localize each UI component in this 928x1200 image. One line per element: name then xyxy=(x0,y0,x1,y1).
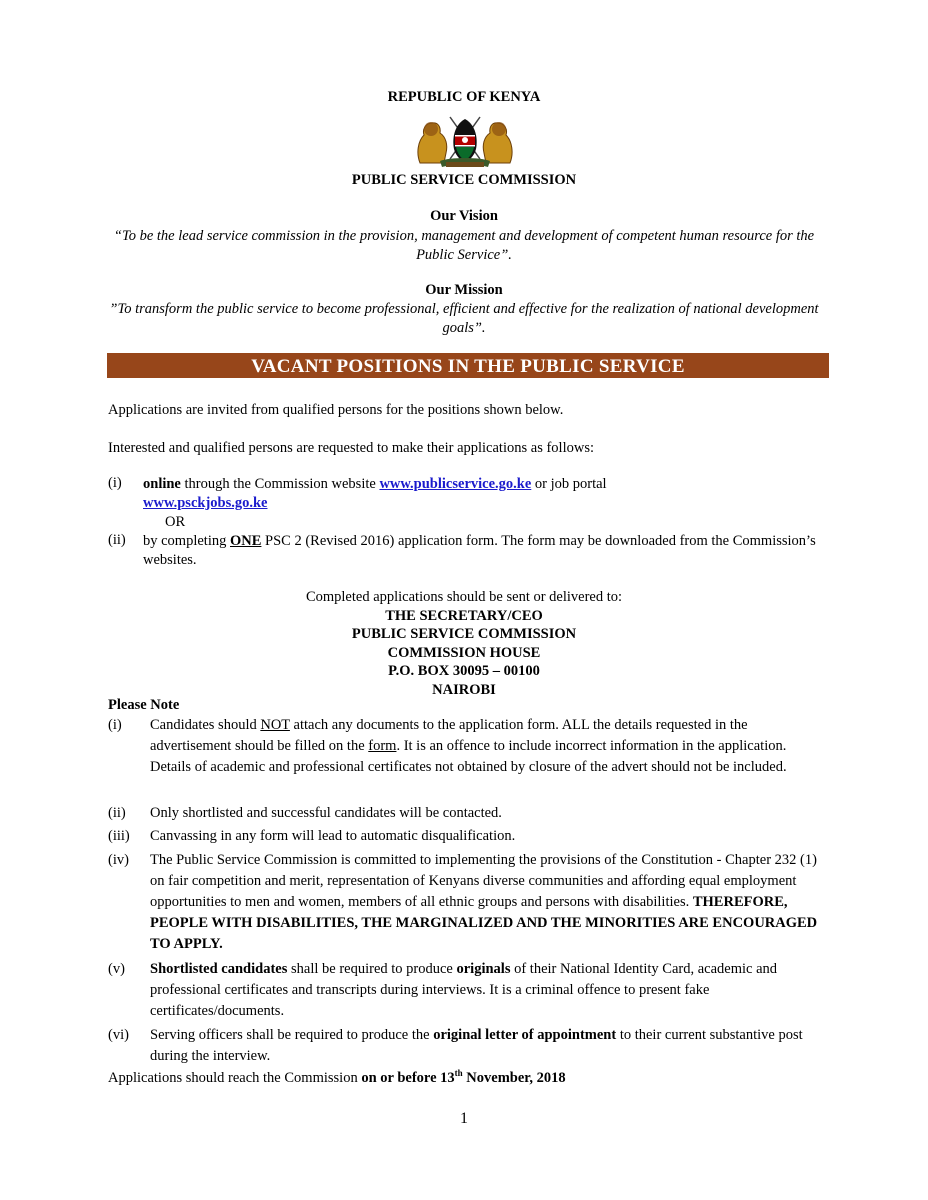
form-emphasis: form xyxy=(368,738,397,754)
address-intro: Completed applications should be sent or delivered to: xyxy=(305,589,623,605)
note-v-text xyxy=(150,959,830,1022)
deadline-date: on or before 13 xyxy=(361,1070,455,1086)
option-i-desc2: or job portal xyxy=(531,476,607,492)
one-label: ONE xyxy=(230,533,262,549)
shortlisted-emphasis: Shortlisted candidates xyxy=(150,961,288,977)
vision-statement: “To be the lead service commission in the provision, management and development of competent human resource for the Public Service”. xyxy=(113,228,815,263)
note-ii-number: (ii) xyxy=(108,805,126,821)
mailing-address xyxy=(0,588,928,700)
note-i-part-b: attach any documents to the application form. ALL the details requested in the advertisement should be filled on the xyxy=(150,717,748,754)
note-iii-number: (iii) xyxy=(108,828,130,844)
note-iv-number: (iv) xyxy=(108,852,129,868)
vision-heading: Our Vision xyxy=(430,208,498,224)
note-ii-text: Only shortlisted and successful candidates will be contacted. xyxy=(150,805,502,821)
originals-emphasis: originals xyxy=(456,961,511,977)
republic-heading: REPUBLIC OF KENYA xyxy=(387,89,541,105)
mission-heading: Our Mission xyxy=(425,282,503,298)
vacant-positions-banner: VACANT POSITIONS IN THE PUBLIC SERVICE xyxy=(107,353,829,378)
note-vi-number: (vi) xyxy=(108,1027,129,1043)
note-v-number: (v) xyxy=(108,961,125,977)
option-i-number: (i) xyxy=(108,475,122,491)
interested-persons-text: Interested and qualified persons are requested to make their applications as follows: xyxy=(108,440,594,456)
not-emphasis: NOT xyxy=(260,717,290,733)
deadline-pre: Applications should reach the Commission xyxy=(108,1070,362,1086)
please-note-heading: Please Note xyxy=(108,697,180,713)
commission-heading: PUBLIC SERVICE COMMISSION xyxy=(351,172,577,188)
note-iv-emphasis: THEREFORE, PEOPLE WITH DISABILITIES, THE MARGINALIZED AND THE MINORITIES ARE ENCOURAGED TO APPLY. xyxy=(150,894,818,952)
or-separator: OR xyxy=(165,514,186,530)
publicservice-website-link[interactable]: www.publicservice.go.ke xyxy=(379,476,532,492)
note-iii-text: Canvassing in any form will lead to automatic disqualification. xyxy=(150,828,516,844)
applications-invited-text: Applications are invited from qualified persons for the positions shown below. xyxy=(108,402,564,418)
page-number: 1 xyxy=(460,1110,468,1127)
note-vi-part-c: to their current substantive post during the interview. xyxy=(150,1027,803,1064)
address-line-4: P.O. BOX 30095 – 00100 xyxy=(388,663,540,680)
option-ii-text xyxy=(143,532,833,570)
appointment-letter-emphasis: original letter of appointment xyxy=(433,1027,617,1043)
note-v-part-c: of their National Identity Card, academic and professional certificates and transcripts during interviews. It is a criminal offence to present fake certificates/documents. xyxy=(150,961,778,1019)
note-iv-text xyxy=(150,850,830,955)
address-line-3: COMMISSION HOUSE xyxy=(387,644,541,661)
option-i-text xyxy=(143,475,833,513)
deadline-sup: th xyxy=(454,1068,463,1079)
option-ii-pre: by completing xyxy=(143,533,230,549)
note-iv-part-a: The Public Service Commission is committed to implementing the provisions of the Constitution - Chapter 232 (1) on fair competition and merit, representation of Kenyans diverse communities and affording equal employment opportunities to men and women, members of all ethnic groups and persons with disabilities. xyxy=(150,852,817,910)
kenya-coat-of-arms-icon xyxy=(410,113,520,169)
option-ii-post: PSC 2 (Revised 2016) application form. The form may be downloaded from the Commission’s websites. xyxy=(143,533,816,568)
note-i-text xyxy=(150,715,830,778)
note-vi-part-a: Serving officers shall be required to produce the xyxy=(150,1027,434,1043)
option-ii-number: (ii) xyxy=(108,532,126,548)
note-vi-text xyxy=(150,1025,830,1067)
psckjobs-portal-link[interactable]: www.psckjobs.go.ke xyxy=(143,495,268,511)
address-line-1: THE SECRETARY/CEO xyxy=(385,607,543,624)
option-i-desc: through the Commission website xyxy=(180,476,380,492)
deadline-month: November, 2018 xyxy=(462,1070,566,1086)
mission-statement: ”To transform the public service to become professional, efficient and effective for the realization of national development goals”. xyxy=(109,301,819,336)
note-i-part-c: . It is an offence to include incorrect information in the application. Details of academic and professional certificates not obtained by closure of the advert should not be included. xyxy=(150,738,787,775)
note-i-number: (i) xyxy=(108,717,122,733)
note-i-part-a: Candidates should xyxy=(150,717,261,733)
online-label: online xyxy=(143,476,181,492)
application-deadline xyxy=(108,1070,566,1087)
address-line-2: PUBLIC SERVICE COMMISSION xyxy=(351,626,577,643)
note-v-part-a: shall be required to produce xyxy=(287,961,457,977)
address-line-5: NAIROBI xyxy=(432,681,496,698)
